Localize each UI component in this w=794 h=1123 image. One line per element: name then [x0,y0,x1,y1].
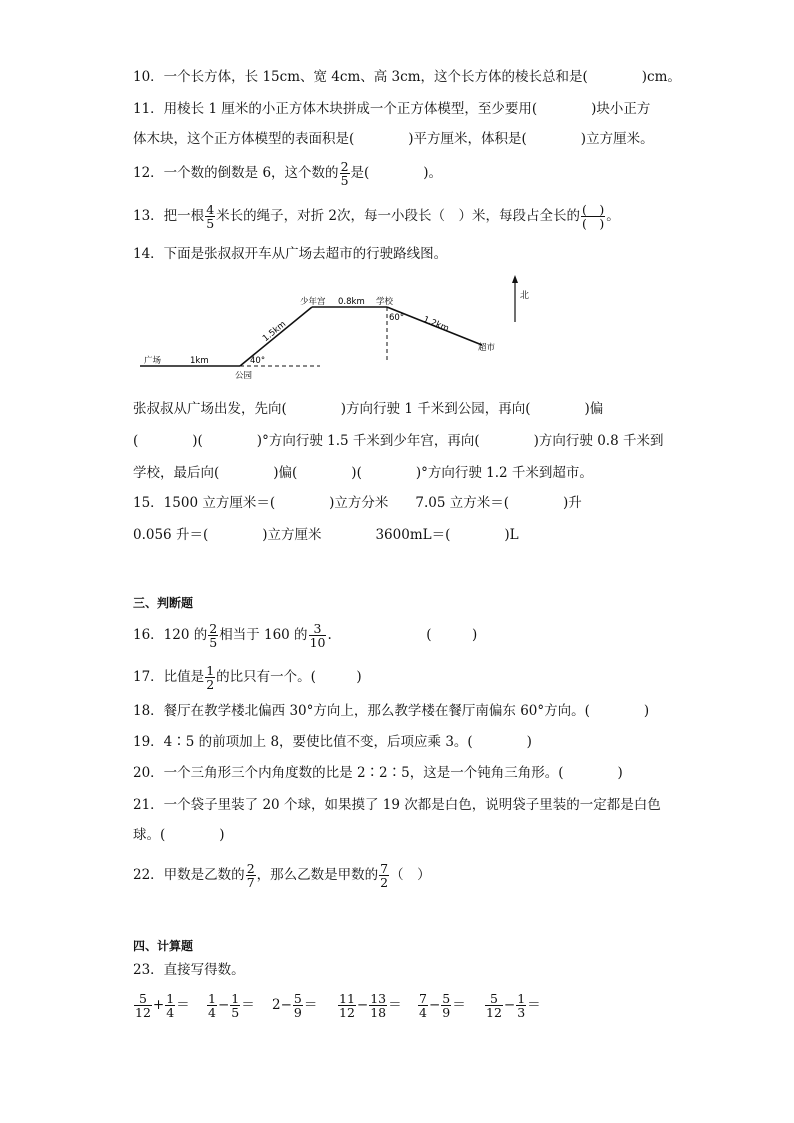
q16-text-pre: 16．120 的 [133,627,208,643]
question-14-text-line-2: ( )( )°方向行驶 1.5 千米到少年宫，再向( )方向行驶 0.8 千米到 [133,433,664,449]
denominator: 2 [380,875,389,890]
equals-sign: ＝ [388,997,402,1013]
equals-sign: ＝ [176,997,190,1013]
numerator: 5 [293,991,302,1006]
equals-sign: ＝ [527,997,541,1013]
fraction [165,992,175,1019]
numerator: 4 [206,202,215,217]
calc-item [337,992,402,1019]
numerator: 3 [313,621,322,636]
fraction [338,992,356,1019]
q13-text-pre: 13．把一根 [133,208,205,224]
blank-fraction [581,203,605,230]
fraction [134,992,152,1019]
question-23: 23．直接写得数。 [133,962,245,978]
numerator: 7 [419,991,427,1006]
calc-item [206,992,255,1019]
denominator: 12 [339,1005,355,1020]
numerator: 1 [208,991,216,1006]
q12-text-pre: 12．一个数的倒数是 6，这个数的 [133,165,339,181]
question-18: 18．餐厅在教学楼北偏西 30°方向上，那么教学楼在餐厅南偏东 60°方向。( ) [133,703,650,719]
section-heading: 三、判断题 [133,596,194,610]
fraction [369,992,387,1019]
equals-sign: ＝ [303,997,318,1013]
operator: − [280,997,292,1013]
whole-number: 2 [272,997,281,1013]
q22-text-post: （ ） [390,867,431,883]
denominator: 12 [135,1005,151,1020]
distance-label: 1km [190,356,209,366]
fraction [205,664,215,691]
fraction [516,992,526,1019]
denominator: 3 [517,1005,526,1020]
distance-label: 1.5km [261,319,289,344]
question-14-text-line-1: 张叔叔从广场出发，先向( )方向行驶 1 千米到公园，再向( )偏 [133,401,604,417]
fraction [309,622,327,649]
operator: − [217,997,230,1013]
denominator: 10 [309,635,326,650]
north-label: 北 [520,291,530,301]
question-21-line-1: 21．一个袋子里装了 20 个球，如果摸了 19 次都是白色，说明袋子里装的一定都是白色 [133,797,661,813]
fraction [379,862,389,889]
denominator: 9 [293,1005,302,1020]
numerator: 7 [380,861,389,876]
question-14: 14．下面是张叔叔开车从广场去超市的行驶路线图。 [133,246,448,262]
fraction [418,992,428,1019]
angle-label: 40° [250,356,266,366]
numerator: 13 [370,991,387,1006]
operator: + [152,997,165,1013]
section-heading: 四、计算题 [133,939,194,953]
fraction [208,622,218,649]
operator: − [503,997,516,1013]
fraction [205,203,215,230]
denominator: 5 [206,216,215,231]
denominator: 9 [442,1005,451,1020]
question-12 [133,160,442,187]
question-20: 20．一个三角形三个内角度数的比是 2∶2∶5，这是一个钝角三角形。( ) [133,765,623,781]
denominator: ( ) [582,216,605,231]
fraction [246,862,256,889]
calc-item [133,992,190,1019]
operator: − [428,997,441,1013]
denominator: 4 [208,1005,216,1020]
denominator: 5 [231,1005,240,1020]
fraction [230,992,240,1019]
q13-text-mid: 米长的绳子，对折 2次，每一小段长（ ）米，每段占全长的 [216,208,581,224]
market-label: 超市 [478,343,496,353]
distance-label: 1.2km [421,314,451,335]
fraction [441,992,451,1019]
question-21-line-2: 球。( ) [133,827,225,843]
numerator: 1 [517,991,526,1006]
numerator: 2 [340,159,349,174]
question-19: 19．4∶5 的前项加上 8，要使比值不变，后项应乘 3。( ) [133,734,532,750]
question-11-line-1: 11．用棱长 1 厘米的小正方体木块拼成一个正方体模型，至少要用( )块小正方 [133,101,651,117]
denominator: 7 [246,875,255,890]
numerator: 1 [166,991,175,1006]
numerator: 5 [489,991,498,1006]
denominator: 4 [419,1005,427,1020]
north-arrow-head-icon [512,275,518,283]
denominator: 18 [370,1005,387,1020]
distance-label: 0.8km [338,297,365,307]
numerator: 11 [339,991,355,1006]
question-15-line-1: 15．1500 立方厘米＝( )立方分米 7.05 立方米＝( )升 [133,495,582,511]
question-14-text-line-3: 学校，最后向( )偏( )( )°方向行驶 1.2 千米到超市。 [133,465,593,481]
q13-text-post: 。 [606,208,620,224]
route-map [140,272,540,382]
calc-item [484,992,541,1019]
calc-item [272,992,317,1019]
q12-text-post: 是( )。 [350,165,443,181]
question-15-line-2: 0.056 升＝( )立方厘米 3600mL＝( )L [133,527,519,543]
numerator: 1 [206,663,215,678]
denominator: 5 [340,173,349,188]
fraction [293,992,303,1019]
school-label: 学校 [376,297,394,307]
denominator: 5 [209,635,218,650]
equals-sign: ＝ [241,997,255,1013]
palace-label: 少年宫 [300,297,326,307]
q17-text-post: 的比只有一个。( ) [216,669,362,685]
plaza-label: 广场 [144,356,162,366]
denominator: 2 [206,677,215,692]
operator: − [356,997,369,1013]
numerator: ( ) [582,202,605,217]
fraction [485,992,503,1019]
fraction [207,992,217,1019]
question-16 [133,622,477,649]
fraction [340,160,350,187]
question-22 [133,862,431,889]
q22-text-pre: 22．甲数是乙数的 [133,867,245,883]
calc-item [417,992,466,1019]
numerator: 5 [138,991,147,1006]
denominator: 12 [486,1005,502,1020]
park-label: 公园 [235,371,253,381]
numerator: 2 [209,621,218,636]
q17-text-pre: 17．比值是 [133,669,205,685]
q22-text-mid: ，那么乙数是甲数的 [256,867,379,883]
denominator: 4 [166,1005,175,1020]
q16-text-mid: 相当于 160 的 [219,627,308,643]
angle-label: 60° [389,313,405,323]
numerator: 1 [231,991,240,1006]
numerator: 5 [442,991,451,1006]
question-11-line-2: 体木块，这个正方体模型的表面积是( )平方厘米，体积是( )立方厘米。 [133,131,654,147]
q16-text-post: . ( ) [327,627,478,643]
numerator: 2 [246,861,255,876]
question-13 [133,203,620,230]
equals-sign: ＝ [452,997,466,1013]
question-10: 10．一个长方体，长 15cm、宽 4cm、高 3cm，这个长方体的棱长总和是( )cm。 [133,69,681,85]
question-17 [133,664,362,691]
